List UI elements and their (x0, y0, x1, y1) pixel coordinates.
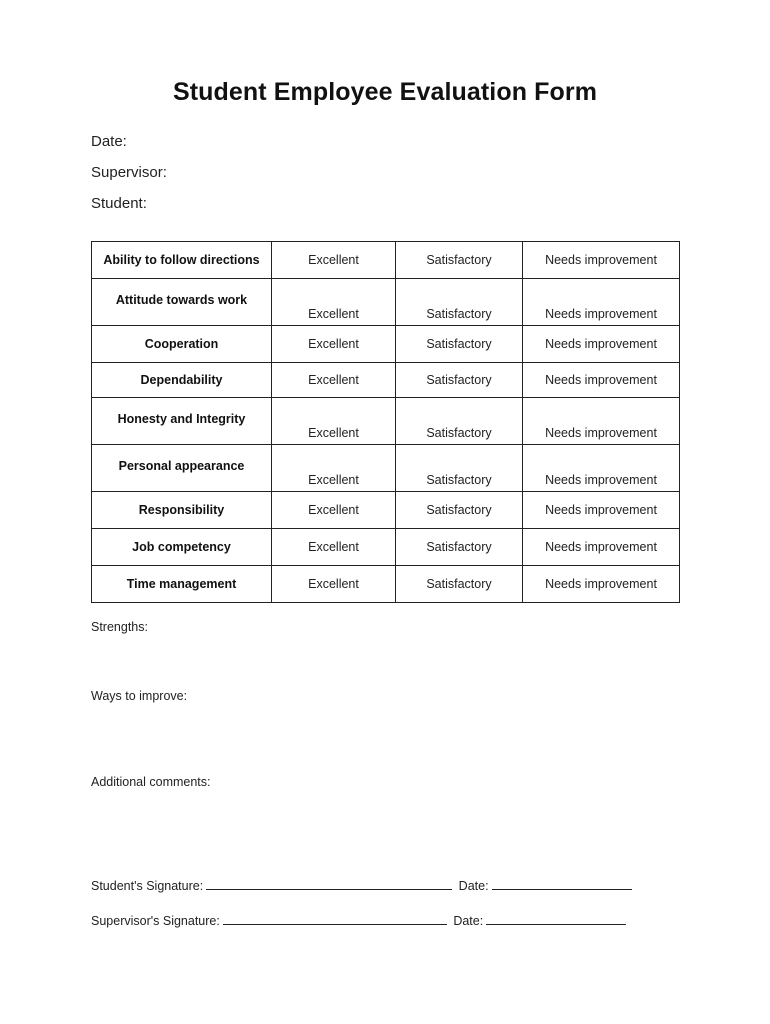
supervisor-signature-label: Supervisor's Signature: (91, 914, 220, 928)
rating-excellent[interactable]: Excellent (272, 492, 396, 529)
rating-satisfactory[interactable]: Satisfactory (396, 363, 523, 398)
ways-to-improve-label: Ways to improve: (91, 689, 188, 703)
criterion-label: Attitude towards work (92, 279, 272, 326)
rating-satisfactory[interactable]: Satisfactory (396, 398, 523, 445)
rating-excellent[interactable]: Excellent (272, 279, 396, 326)
table-row (92, 279, 680, 326)
rating-satisfactory[interactable]: Satisfactory (396, 492, 523, 529)
rating-needs-improvement[interactable]: Needs improvement (523, 242, 680, 279)
strengths-label: Strengths: (91, 620, 148, 634)
table-row (92, 529, 680, 566)
rating-satisfactory[interactable]: Satisfactory (396, 242, 523, 279)
table-row (92, 398, 680, 445)
rating-needs-improvement[interactable]: Needs improvement (523, 363, 680, 398)
student-signature-line[interactable] (206, 878, 452, 890)
criterion-label: Responsibility (92, 492, 272, 529)
rating-satisfactory[interactable]: Satisfactory (396, 566, 523, 603)
supervisor-date-line[interactable] (486, 913, 626, 925)
rating-excellent[interactable]: Excellent (272, 566, 396, 603)
supervisor-signature-row (91, 913, 629, 928)
student-label: Student: (91, 195, 147, 212)
rating-needs-improvement[interactable]: Needs improvement (523, 529, 680, 566)
rating-needs-improvement[interactable]: Needs improvement (523, 492, 680, 529)
rating-needs-improvement[interactable]: Needs improvement (523, 279, 680, 326)
student-signature-label: Student's Signature: (91, 879, 204, 893)
rating-needs-improvement[interactable]: Needs improvement (523, 566, 680, 603)
rating-excellent[interactable]: Excellent (272, 398, 396, 445)
form-title: Student Employee Evaluation Form (172, 78, 598, 106)
rating-excellent[interactable]: Excellent (272, 529, 396, 566)
supervisor-signature-line[interactable] (223, 913, 447, 925)
table-row (92, 492, 680, 529)
table-row (92, 445, 680, 492)
table-row (92, 566, 680, 603)
date-label: Date: (91, 133, 127, 150)
rating-excellent[interactable]: Excellent (272, 242, 396, 279)
supervisor-date-label: Date: (453, 914, 484, 928)
rating-excellent[interactable]: Excellent (272, 445, 396, 492)
criterion-label: Time management (92, 566, 272, 603)
student-signature-row (91, 878, 635, 893)
rating-satisfactory[interactable]: Satisfactory (396, 326, 523, 363)
rating-excellent[interactable]: Excellent (272, 363, 396, 398)
criterion-label: Honesty and Integrity (92, 398, 272, 445)
criterion-label: Dependability (92, 363, 272, 398)
rating-needs-improvement[interactable]: Needs improvement (523, 445, 680, 492)
rating-satisfactory[interactable]: Satisfactory (396, 445, 523, 492)
criterion-label: Personal appearance (92, 445, 272, 492)
rating-needs-improvement[interactable]: Needs improvement (523, 398, 680, 445)
additional-comments-label: Additional comments: (91, 775, 211, 789)
student-date-label: Date: (458, 879, 489, 893)
table-row (92, 363, 680, 398)
criterion-label: Job competency (92, 529, 272, 566)
table-row (92, 326, 680, 363)
table-row (92, 242, 680, 279)
supervisor-label: Supervisor: (91, 164, 167, 181)
student-date-line[interactable] (492, 878, 632, 890)
rating-excellent[interactable]: Excellent (272, 326, 396, 363)
criterion-label: Ability to follow directions (92, 242, 272, 279)
rating-satisfactory[interactable]: Satisfactory (396, 529, 523, 566)
rating-needs-improvement[interactable]: Needs improvement (523, 326, 680, 363)
criterion-label: Cooperation (92, 326, 272, 363)
evaluation-table (91, 241, 680, 603)
rating-satisfactory[interactable]: Satisfactory (396, 279, 523, 326)
